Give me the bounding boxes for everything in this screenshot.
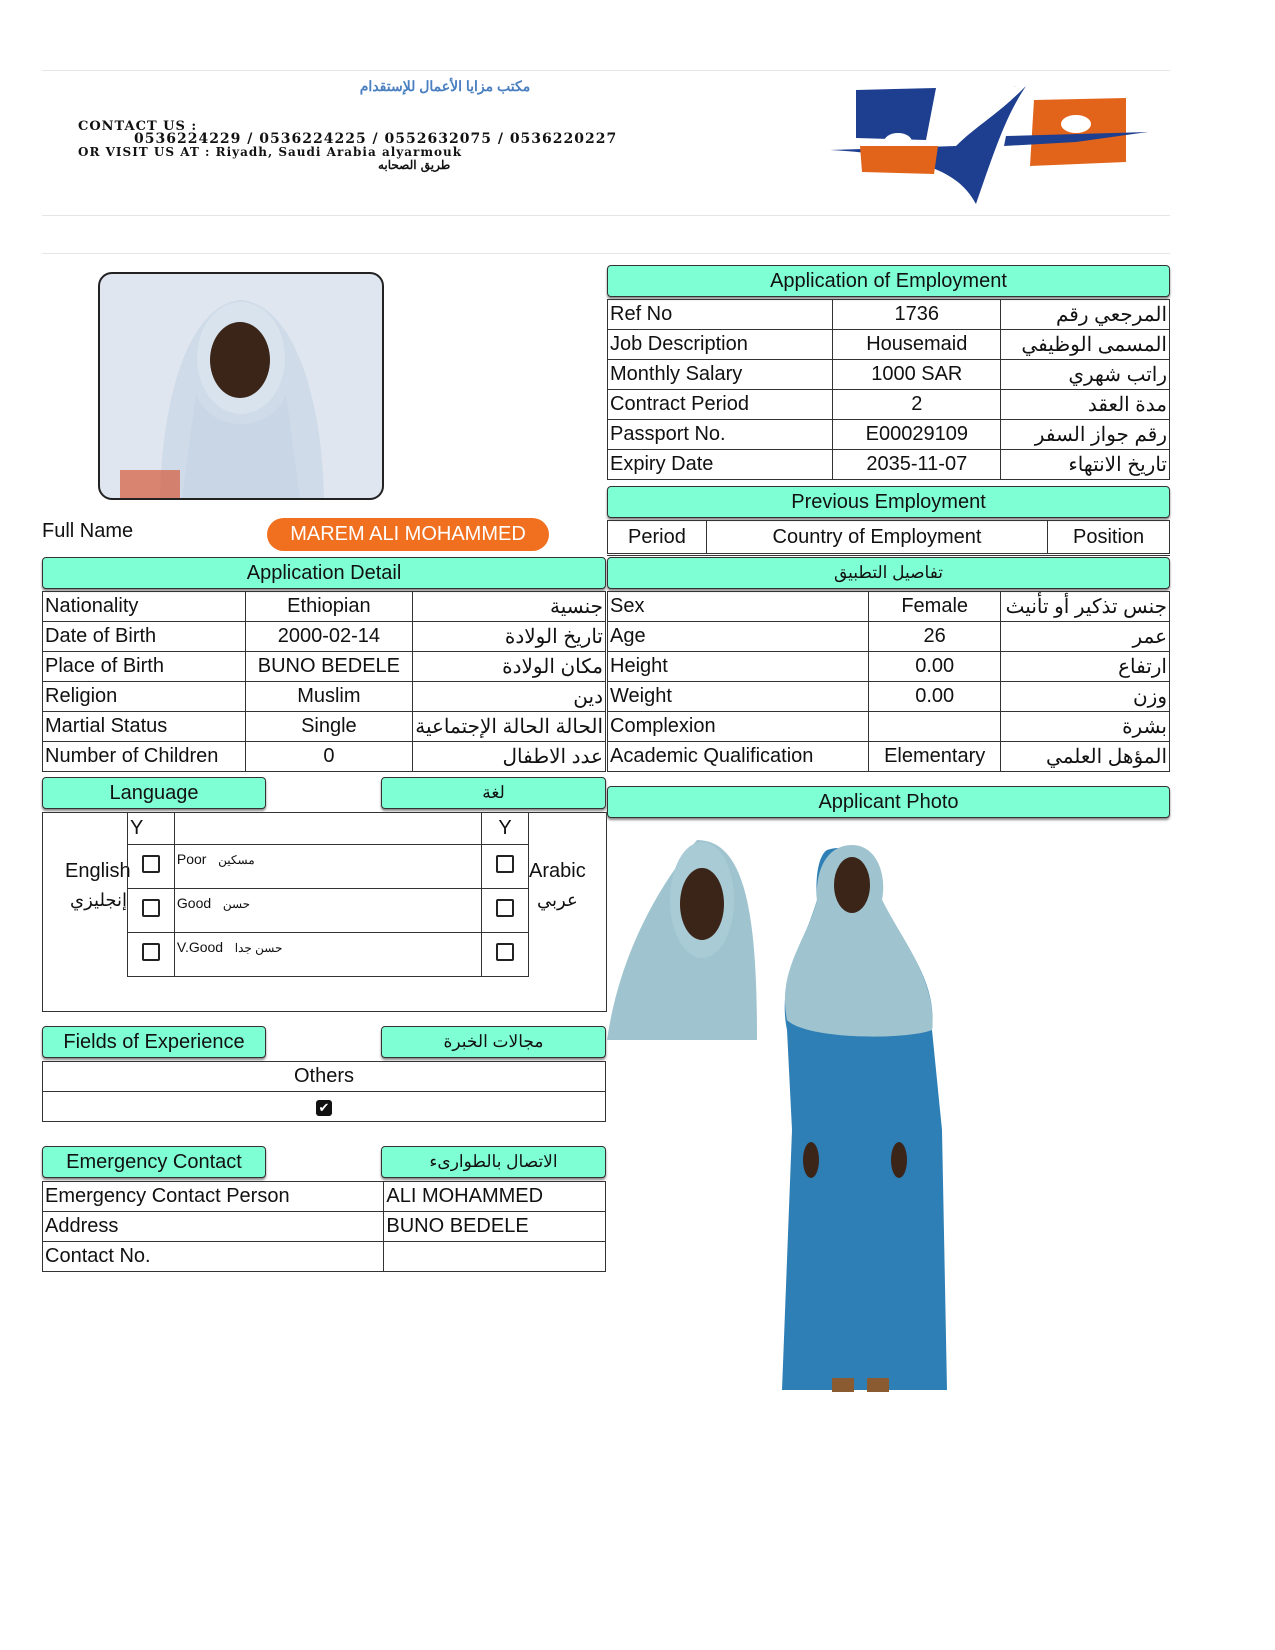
arabic-label-ar: عربي [537,890,578,910]
row-label: Date of Birth [43,622,246,652]
row-label-ar: عمر [1001,622,1170,652]
emergency-label: Emergency Contact Person [43,1182,384,1212]
row-label: Ref No [608,300,833,330]
row-value: 2 [833,390,1001,420]
level-label-ar: حسن [222,897,251,911]
table-row [608,521,1170,555]
row-label: Job Description [608,330,833,360]
logo-orange-left [860,146,938,174]
row-value: 0.00 [869,652,1001,682]
row-label-ar: جنسية [413,592,606,622]
row-label-ar: الحالة الحالة الإجتماعية [413,712,606,742]
full-name-value: MAREM ALI MOHAMMED [267,518,549,551]
table-row [128,889,529,933]
table-row [128,845,529,889]
row-label: Number of Children [43,742,246,772]
english-poor-checkbox[interactable] [142,855,160,873]
row-label: Passport No. [608,420,833,450]
application-detail-ar-header: تفاصيل التطبيق [607,557,1170,589]
table-row [43,712,606,742]
english-label: English [65,860,131,882]
row-label: Place of Birth [43,652,246,682]
emergency-table [42,1181,606,1272]
arabic-y-header: Y [482,813,529,845]
row-label-ar: بشرة [1001,712,1170,742]
row-label-ar: المسمى الوظيفي [1001,330,1170,360]
row-label-ar: جنس تذكير أو تأنيث [1001,592,1170,622]
table-row [608,592,1170,622]
level-label-ar: حسن جدا [234,941,283,955]
table-row [608,360,1170,390]
language-grid [127,812,529,977]
table-row [608,300,1170,330]
row-label-ar: وزن [1001,682,1170,712]
row-label: Height [608,652,869,682]
table-row [128,933,529,977]
col-position: Position [1048,521,1170,555]
table-row [608,420,1170,450]
emergency-value: ALI MOHAMMED [384,1182,606,1212]
row-value: 0 [245,742,413,772]
row-label-ar: ارتفاع [1001,652,1170,682]
row-label: Monthly Salary [608,360,833,390]
table-row [128,813,529,845]
table-row [43,622,606,652]
previous-employment-header: Previous Employment [607,486,1170,518]
table-row [608,682,1170,712]
row-value: 1000 SAR [833,360,1001,390]
row-label: Expiry Date [608,450,833,480]
row-label-ar: تاريخ الانتهاء [1001,450,1170,480]
row-value: 2035-11-07 [833,450,1001,480]
language-header: Language [42,777,266,809]
language-header-ar: لغة [381,777,606,809]
contact-phones: 0536224229 / 0536224225 / 0552632075 / 0536220227 [134,131,618,147]
row-value: 1736 [833,300,1001,330]
street-arabic: طريق الصحابه [378,158,451,172]
table-row [43,1182,606,1212]
arabic-label: Arabic [529,860,586,882]
row-label-ar: المؤهل العلمي [1001,742,1170,772]
english-y-header: Y [128,813,175,845]
row-value [869,712,1001,742]
english-good-checkbox[interactable] [142,899,160,917]
applicant-photo [607,830,977,1420]
row-label-ar: عدد الاطفال [413,742,606,772]
row-value: Single [245,712,413,742]
application-detail-table [42,591,606,772]
row-value: 2000-02-14 [245,622,413,652]
experience-header-ar: مجالات الخبرة [381,1026,606,1058]
level-label: Poor [176,851,207,867]
emergency-value [384,1242,606,1272]
english-vgood-checkbox[interactable] [142,943,160,961]
row-value: Housemaid [833,330,1001,360]
portrait-photo [98,272,384,500]
experience-header: Fields of Experience [42,1026,266,1058]
row-label-ar: مكان الولادة [413,652,606,682]
previous-employment-table [607,520,1170,556]
experience-table [42,1061,606,1122]
row-value: Elementary [869,742,1001,772]
row-label: Complexion [608,712,869,742]
contact-block [78,120,617,172]
table-row [608,622,1170,652]
row-label: Religion [43,682,246,712]
office-arabic-name: مكتب مزايا الأعمال للإستقدام [359,78,531,94]
row-value: 26 [869,622,1001,652]
experience-others-checkbox[interactable]: ✔ [316,1100,332,1116]
row-label-ar: مدة العقد [1001,390,1170,420]
col-country: Country of Employment [706,521,1047,555]
contact-label: CONTACT US : [78,119,198,134]
experience-field: Others [43,1062,606,1092]
table-row [608,652,1170,682]
table-row [43,1092,606,1122]
table-row [608,390,1170,420]
table-row [43,1212,606,1242]
table-row [43,1062,606,1092]
emergency-label: Contact No. [43,1242,384,1272]
row-label-ar: راتب شهري [1001,360,1170,390]
row-value: Ethiopian [245,592,413,622]
emergency-label: Address [43,1212,384,1242]
row-value: BUNO BEDELE [245,652,413,682]
row-value: 0.00 [869,682,1001,712]
level-label: Good [176,895,212,911]
row-label: Contract Period [608,390,833,420]
row-label-ar: تاريخ الولادة [413,622,606,652]
row-label: Nationality [43,592,246,622]
arabic-poor-checkbox[interactable] [496,855,514,873]
employment-table [607,299,1170,480]
row-label: Academic Qualification [608,742,869,772]
level-label-ar: مسكين [218,853,255,867]
row-value: E00029109 [833,420,1001,450]
emergency-header-ar: الاتصال بالطوارىء [381,1146,606,1178]
application-detail-header: Application Detail [42,557,606,589]
row-label: Sex [608,592,869,622]
table-row [43,592,606,622]
english-label-ar: إنجليزي [70,890,128,910]
row-label: Weight [608,682,869,712]
company-logo [826,76,1156,210]
col-period: Period [608,521,707,555]
table-row [608,712,1170,742]
visit-line: OR VISIT US AT : Riyadh, Saudi Arabia alyarmouk [78,145,463,159]
table-row [608,742,1170,772]
row-label: Age [608,622,869,652]
row-label: Martial Status [43,712,246,742]
table-row [608,450,1170,480]
employment-header: Application of Employment [607,265,1170,297]
table-row [43,652,606,682]
row-label-ar: رقم جواز السفر [1001,420,1170,450]
table-row [608,330,1170,360]
full-name-label: Full Name [42,520,134,542]
row-label-ar: دين [413,682,606,712]
emergency-value: BUNO BEDELE [384,1212,606,1242]
row-value: Muslim [245,682,413,712]
applicant-photo-header: Applicant Photo [607,786,1170,818]
emergency-header: Emergency Contact [42,1146,266,1178]
row-value: Female [869,592,1001,622]
row-label-ar: المرجعي رقم [1001,300,1170,330]
arabic-good-checkbox[interactable] [496,899,514,917]
table-row [43,1242,606,1272]
table-row [43,742,606,772]
table-row [43,682,606,712]
application-detail-ar-table [607,591,1170,772]
arabic-vgood-checkbox[interactable] [496,943,514,961]
level-label: V.Good [176,939,224,955]
